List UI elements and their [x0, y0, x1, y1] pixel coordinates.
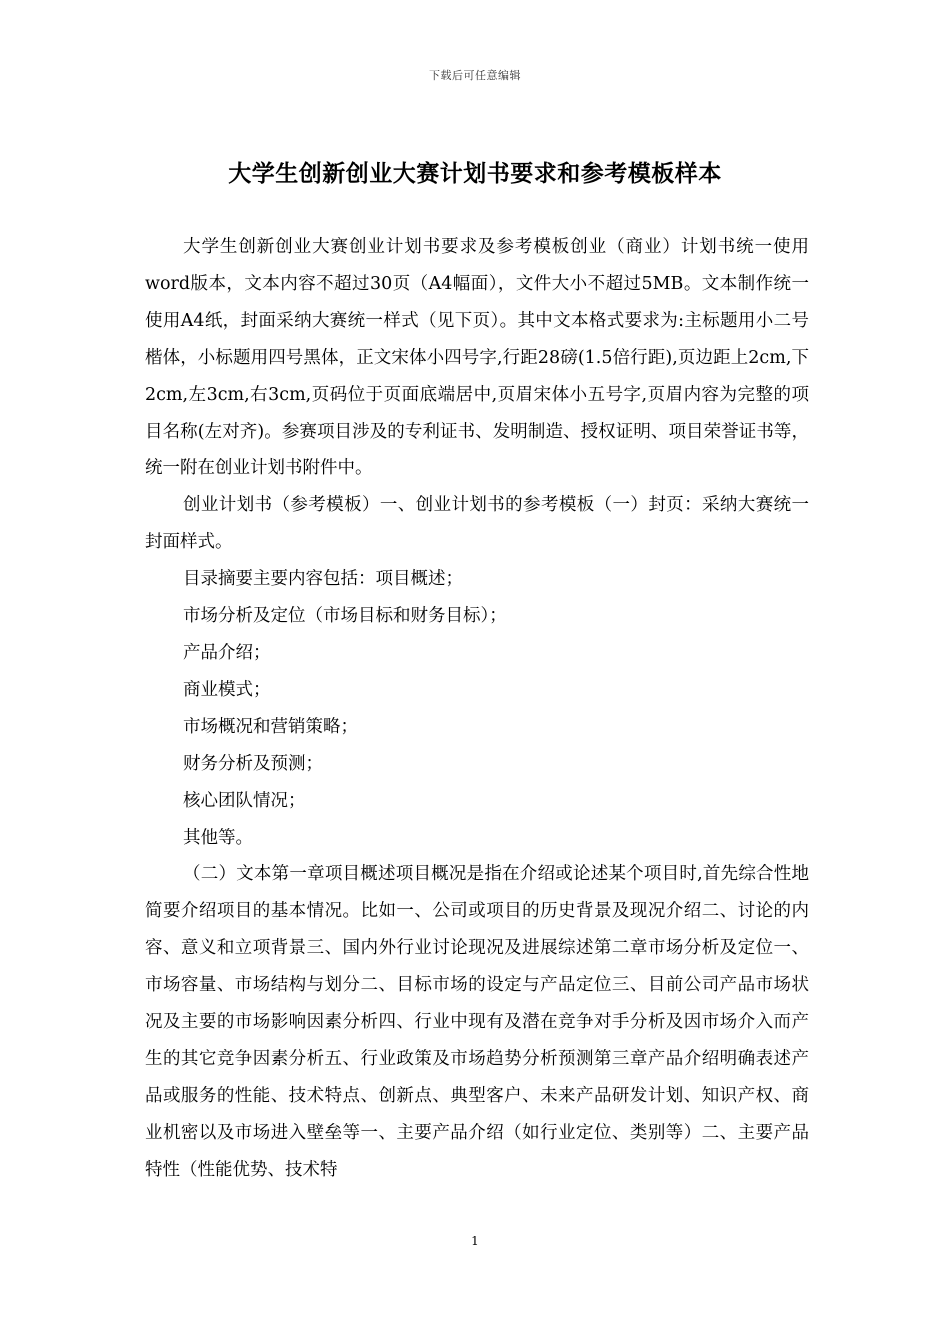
list-item: 产品介绍；: [183, 642, 271, 663]
list-item: 商业模式；: [183, 679, 271, 700]
document-title: 大学生创新创业大赛计划书要求和参考模板样本: [228, 161, 722, 187]
list-item: 目录摘要主要内容包括：项目概述；: [183, 569, 463, 590]
list-item: 核心团队情况；: [183, 790, 306, 811]
header-note: 下载后可任意编辑: [429, 69, 521, 82]
page-number: 1: [471, 1234, 479, 1248]
document-body: [145, 229, 809, 1189]
paragraph-template-intro: 创业计划书（参考模板）一、创业计划书的参考模板（一）封页：采纳大赛统一封面样式。: [145, 495, 809, 553]
list-item: 市场分析及定位（市场目标和财务目标）；: [183, 606, 507, 627]
list-item: 其他等。: [183, 827, 253, 848]
list-item: 市场概况和营销策略；: [183, 716, 358, 737]
paragraph-chapters: （二）文本第一章项目概述项目概况是指在介绍或论述某个项目时,首先综合性地简要介绍项目的基本情况。比如一、公司或项目的历史背景及现况介绍二、讨论的内容、意义和立项背景三、国内外行业讨论现况及进展综述第二章市场分析及定位一、市场容量、市场结构与划分二、目标市场的设定与产品定位三、目前公司产品市场状况及主要的市场影响因素分析四、行业中现有及潜在竞争对手分析及因市场介入而产生的其它竞争因素分析五、行业政策及市场趋势分析预测第三章产品介绍明确表述产品或服务的性能、技术特点、创新点、典型客户、未来产品研发计划、知识产权、商业机密以及市场进入壁垒等一、主要产品介绍（如行业定位、类别等）二、主要产品特性（性能优势、技术特: [145, 864, 809, 1180]
paragraph-requirements: 大学生创新创业大赛创业计划书要求及参考模板创业（商业）计划书统一使用word版本，文本内容不超过30页（A4幅面），文件大小不超过5MB。文本制作统一使用A4纸，封面采纳大赛统一样式（见下页）。其中文本格式要求为:主标题用小二号楷体，小标题用四号黑体，正文宋体小四号字,行距28磅(1.5倍行距),页边距上2cm,下2cm,左3cm,右3cm,页码位于页面底端居中,页眉宋体小五号字,页眉内容为完整的项目名称(左对齐)。参赛项目涉及的专利证书、发明制造、授权证明、项目荣誉证书等，统一附在创业计划书附件中。: [145, 237, 809, 479]
list-item: 财务分析及预测；: [183, 753, 323, 774]
